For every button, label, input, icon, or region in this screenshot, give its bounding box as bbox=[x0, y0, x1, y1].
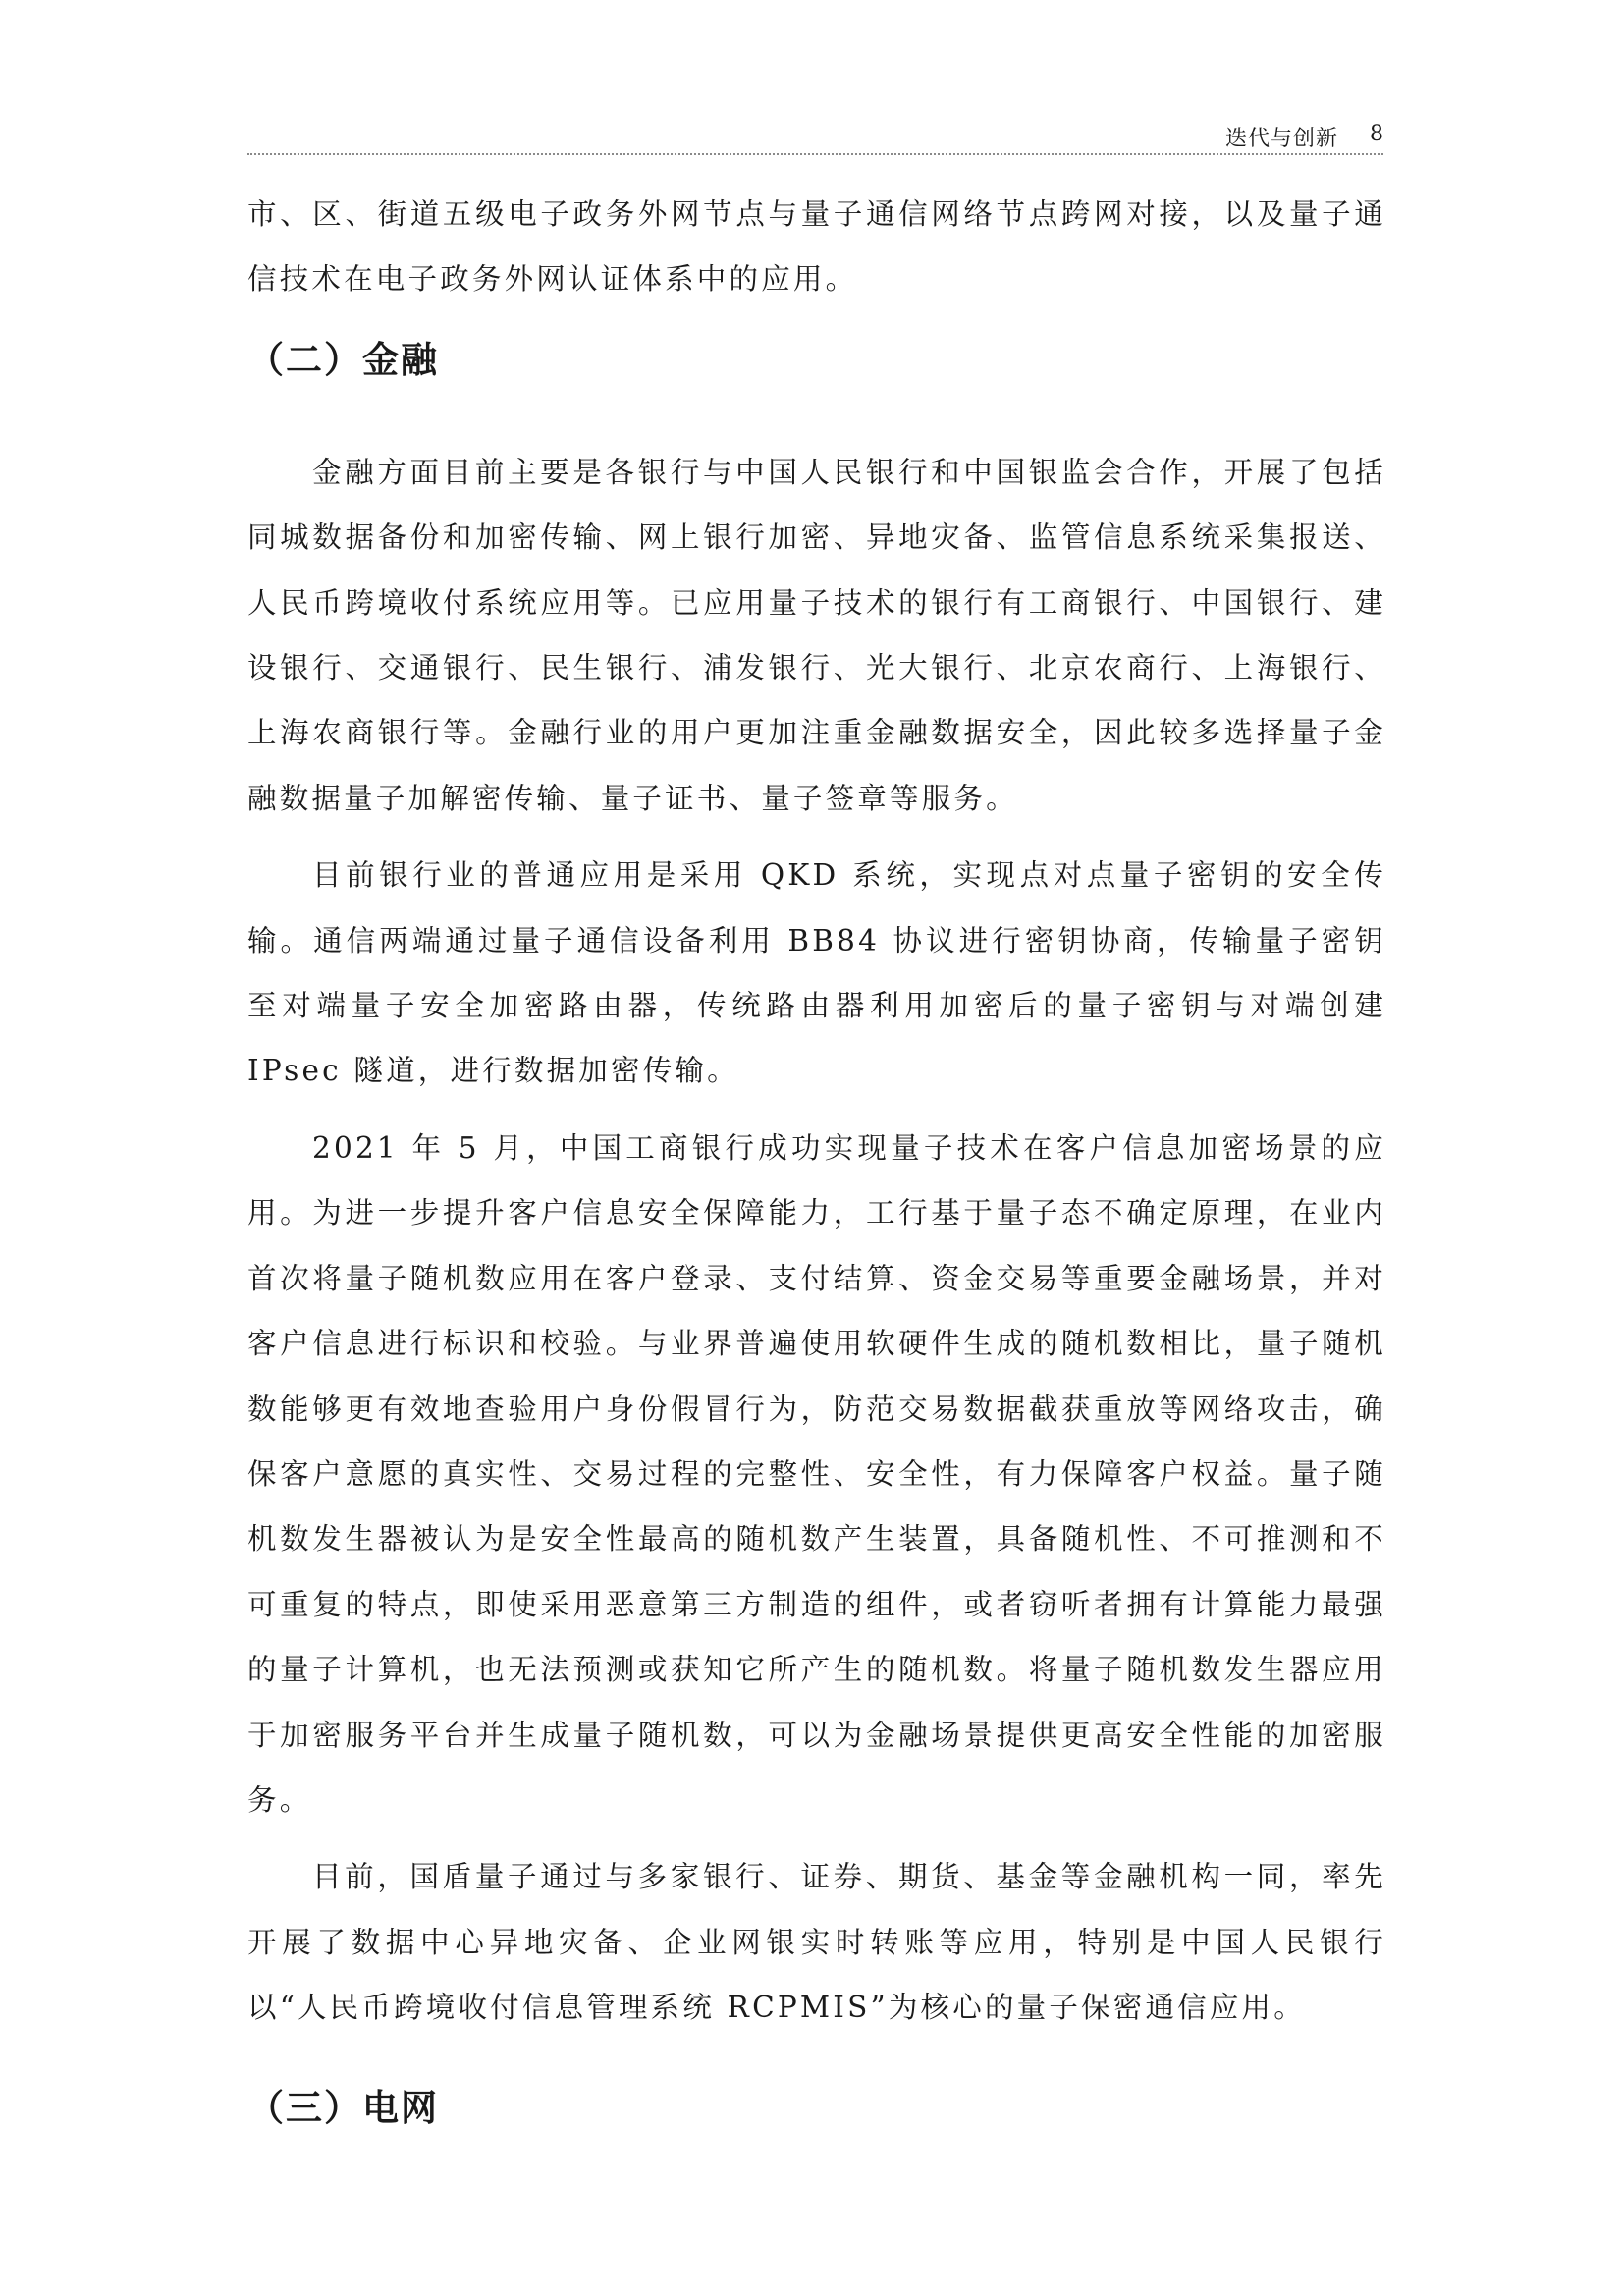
intro-paragraph: 市、区、街道五级电子政务外网节点与量子通信网络节点跨网对接，以及量子通信技术在电子政务外网认证体系中的应用。 bbox=[247, 197, 1386, 297]
running-header-title: 迭代与创新 bbox=[1224, 127, 1338, 151]
finance-paragraph-1: 金融方面目前主要是各银行与中国人民银行和中国银监会合作，开展了包括同城数据备份和加密传输、网上银行加密、异地灾备、监管信息系统采集报送、人民币跨境收付系统应用等。已应用量子技术的银行有工商银行、中国银行、建设银行、交通银行、民生银行、浦发银行、光大银行、北京农商行、上海银行、上海农商银行等。金融行业的用户更加注重金融数据安全，因此较多选择量子金融数据量子加解密传输、量子证书、量子签章等服务。 bbox=[247, 455, 1386, 815]
page-body bbox=[247, 182, 1386, 2131]
finance-paragraph-2: 目前银行业的普通应用是采用 QKD 系统，实现点对点量子密钥的安全传输。通信两端通过量子通信设备利用 BB84 协议进行密钥协商，传输量子密钥至对端量子安全加密路由器，传统路由器利用加密后的量子密钥与对端创建 IPsec 隧道，进行数据加密传输。 bbox=[247, 858, 1386, 1088]
section-heading-power-grid: （三）电网 bbox=[247, 2086, 439, 2129]
section-heading-finance: （二）金融 bbox=[247, 338, 439, 381]
finance-paragraph-3: 2021 年 5 月，中国工商银行成功实现量子技术在客户信息加密场景的应用。为进一步提升客户信息安全保障能力，工行基于量子态不确定原理，在业内首次将量子随机数应用在客户登录、支付结算、资金交易等重要金融场景，并对客户信息进行标识和校验。与业界普遍使用软硬件生成的随机数相比，量子随机数能够更有效地查验用户身份假冒行为，防范交易数据截获重放等网络攻击，确保客户意愿的真实性、交易过程的完整性、安全性，有力保障客户权益。量子随机数发生器被认为是安全性最高的随机数产生装置，具备随机性、不可推测和不可重复的特点，即使采用恶意第三方制造的组件，或者窃听者拥有计算能力最强的量子计算机，也无法预测或获知它所产生的随机数。将量子随机数发生器应用于加密服务平台并生成量子随机数，可以为金融场景提供更高安全性能的加密服务。 bbox=[247, 1130, 1386, 1817]
finance-paragraph-4: 目前，国盾量子通过与多家银行、证券、期货、基金等金融机构一同，率先开展了数据中心异地灾备、企业网银实时转账等应用，特别是中国人民银行以“人民币跨境收付信息管理系统 RCPMIS”为核心的量子保密通信应用。 bbox=[247, 1860, 1386, 2025]
page-number: 8 bbox=[1370, 122, 1383, 146]
page-header bbox=[247, 116, 1383, 155]
